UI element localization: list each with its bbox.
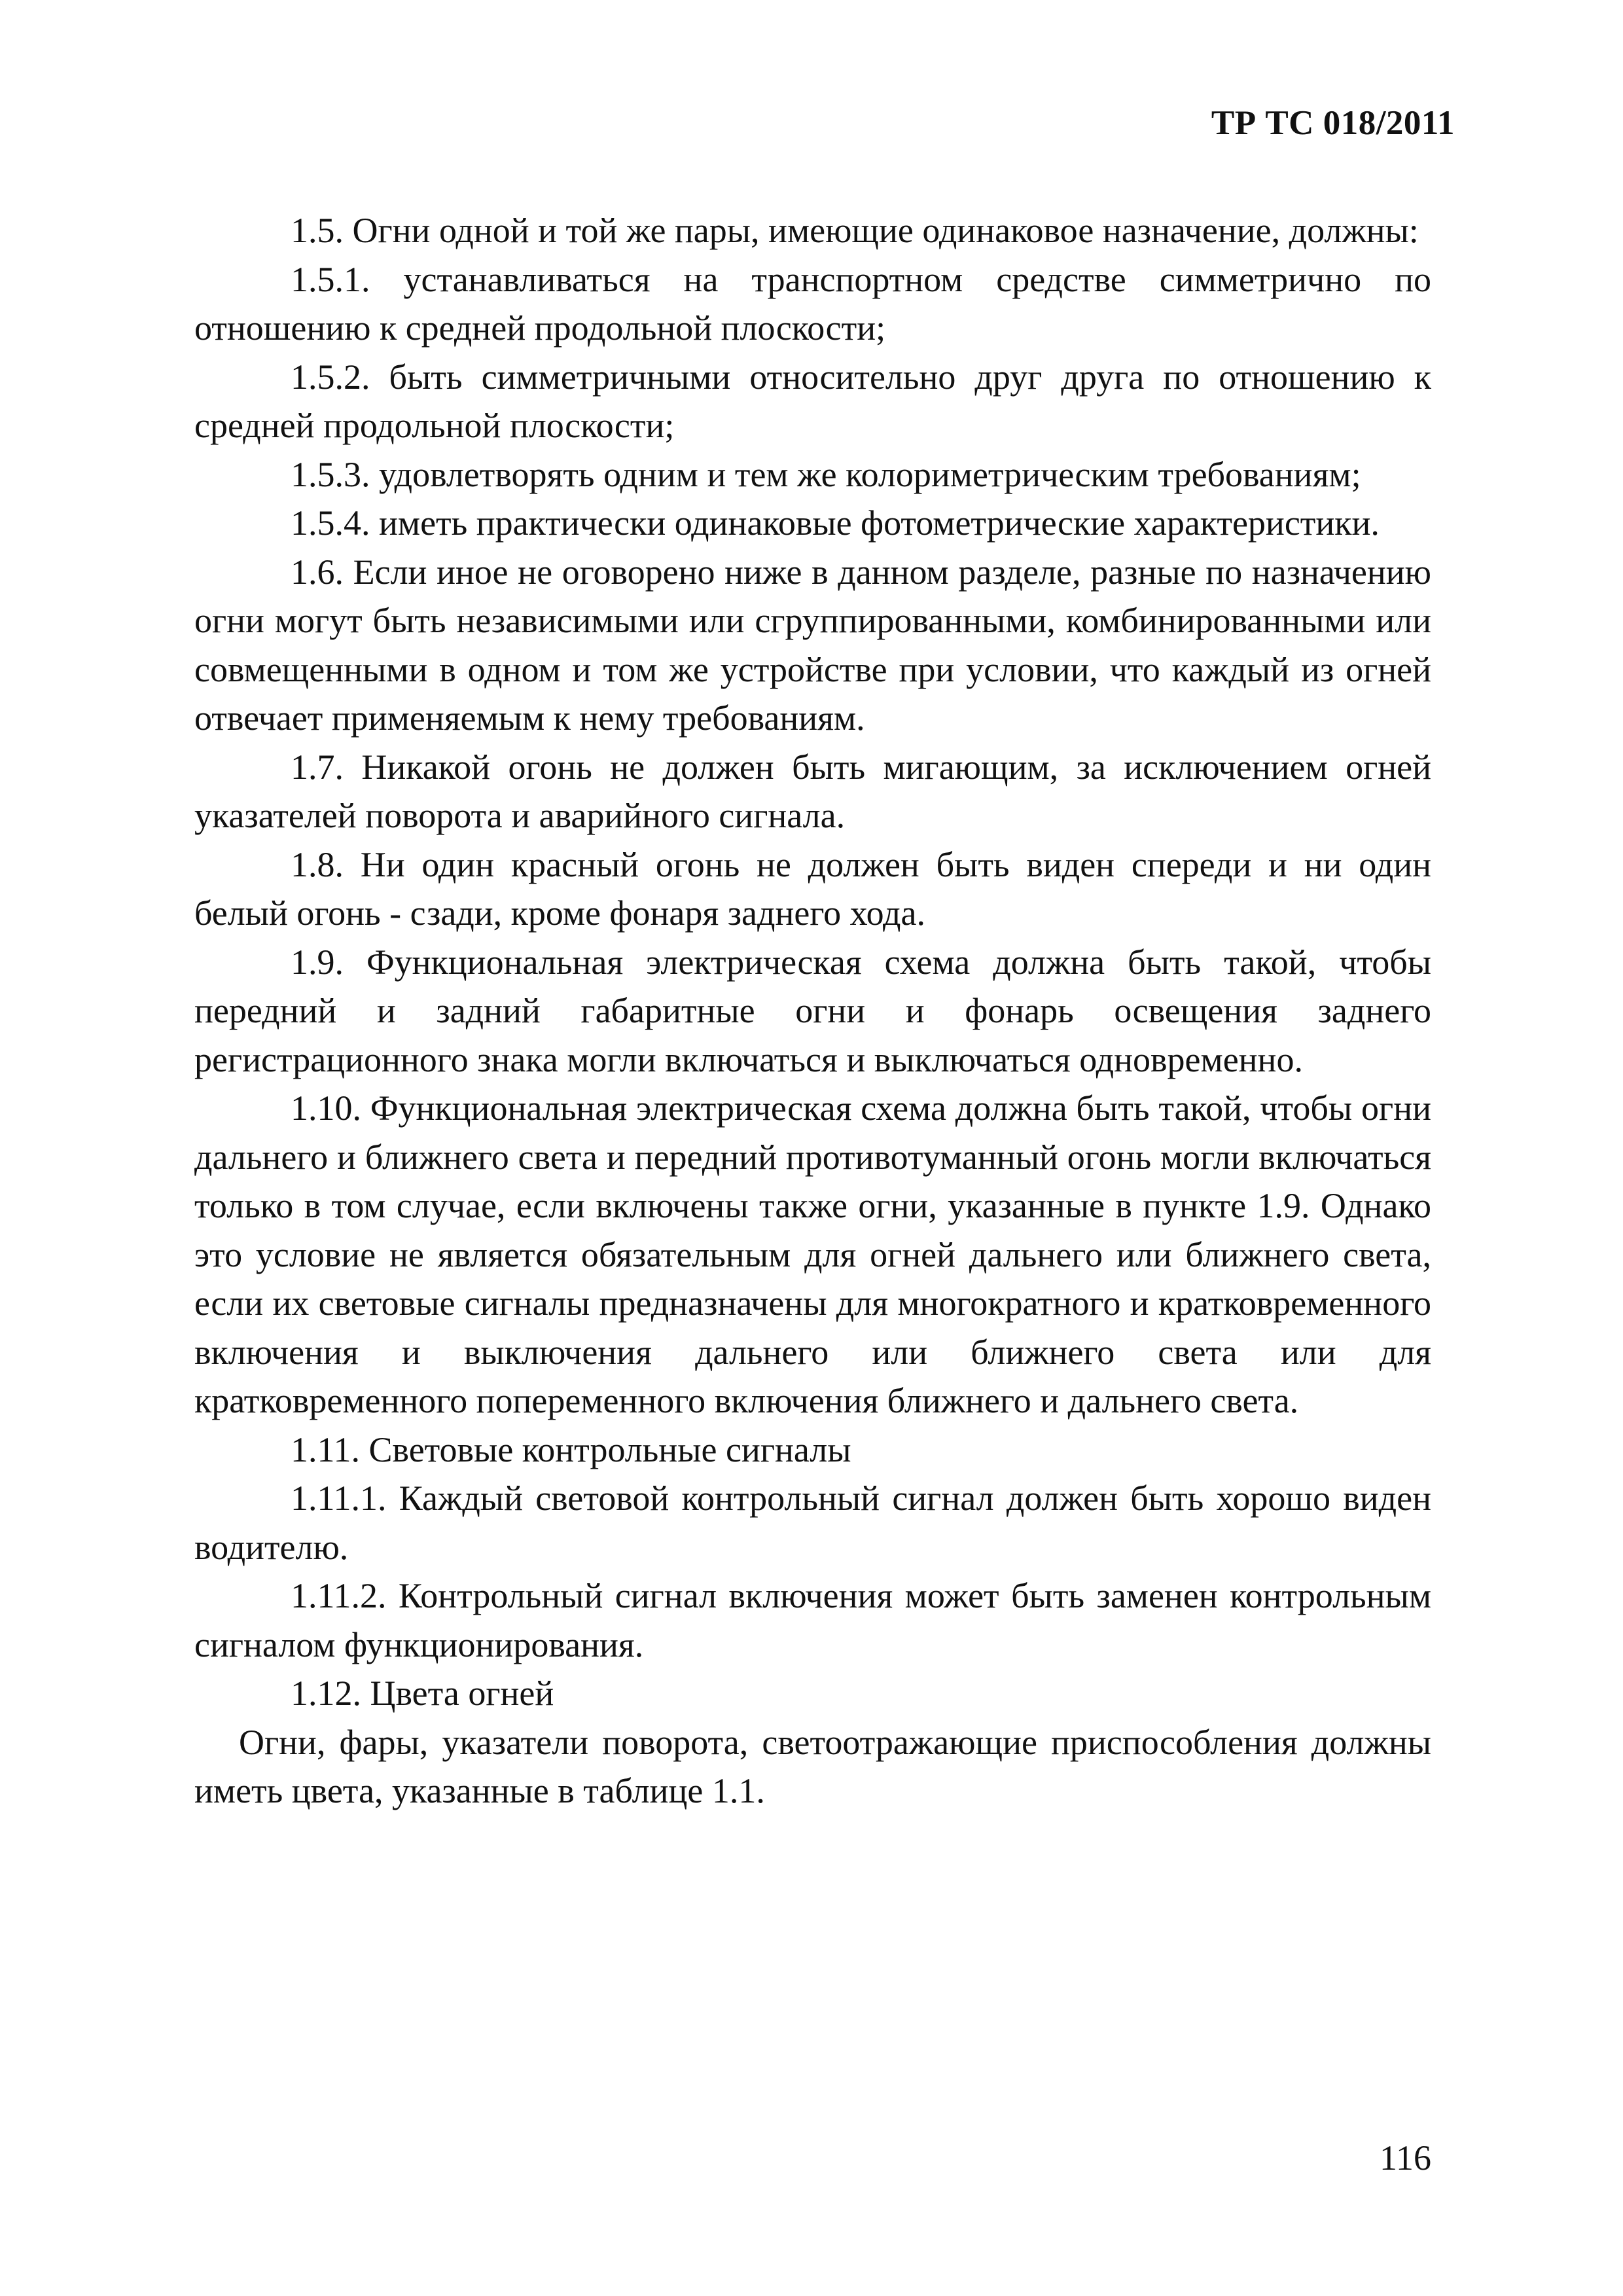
paragraph-1-5: 1.5. Огни одной и той же пары, имеющие одинаковое назначение, должны:: [291, 211, 1419, 250]
paragraph-1-8: 1.8. Ни один красный огонь не должен быть виден спереди и ни один белый огонь - сзади, кроме фонаря заднего хода.: [194, 844, 1431, 933]
paragraph-1-5-2: 1.5.2. быть симметричными относительно друг друга по отношению к средней продольной плоскости;: [194, 357, 1431, 445]
paragraph-1-11-2: 1.11.2. Контрольный сигнал включения может быть заменен контрольным сигналом функционирования.: [194, 1576, 1431, 1664]
paragraph-1-5-1: 1.5.1. устанавливаться на транспортном средстве симметрично по отношению к средней продольной плоскости;: [194, 259, 1431, 348]
paragraph-1-11: 1.11. Световые контрольные сигналы: [291, 1429, 851, 1469]
paragraph-1-11-1: 1.11.1. Каждый световой контрольный сигнал должен быть хорошо виден водителю.: [194, 1479, 1431, 1567]
document-body: [194, 206, 1431, 1816]
paragraph-1-5-4: 1.5.4. иметь практически одинаковые фотометрические характеристики.: [291, 503, 1380, 543]
paragraph-1-7: 1.7. Никакой огонь не должен быть мигающим, за исключением огней указателей поворота и аварийного сигнала.: [194, 747, 1431, 835]
paragraph-1-10: 1.10. Функциональная электрическая схема должна быть такой, чтобы огни дальнего и ближнего света и передний противотуманный огонь могли включаться только в том случае, если включены также огни, указанные в пункте 1.9. Однако это условие не является обязательным для огней дальнего или ближнего света, если их световые сигналы предназначены для многократного и кратковременного включения и выключения дальнего или ближнего света или для кратковременного попеременного включения ближнего и дальнего света.: [194, 1088, 1431, 1420]
paragraph-1-12: 1.12. Цвета огней: [291, 1674, 554, 1713]
paragraph-1-9: 1.9. Функциональная электрическая схема должна быть такой, чтобы передний и задний габаритные огни и фонарь освещения заднего регистрационного знака могли включаться и выключаться одновременно.: [194, 942, 1431, 1079]
paragraph-1-5-3: 1.5.3. удовлетворять одним и тем же колориметрическим требованиям;: [291, 454, 1361, 494]
paragraph-colors-note: Огни, фары, указатели поворота, светоотражающие приспособления должны иметь цвета, указанные в таблице 1.1.: [194, 1722, 1431, 1810]
page-number: 116: [1380, 2138, 1431, 2178]
document-code: ТР ТС 018/2011: [1211, 104, 1455, 142]
paragraph-1-6: 1.6. Если иное не оговорено ниже в данном разделе, разные по назначению огни могут быть независимыми или сгруппированными, комбинированными или совмещенными в одном и том же устройстве при условии, что каждый из огней отвечает применяемым к нему требованиям.: [194, 552, 1431, 738]
